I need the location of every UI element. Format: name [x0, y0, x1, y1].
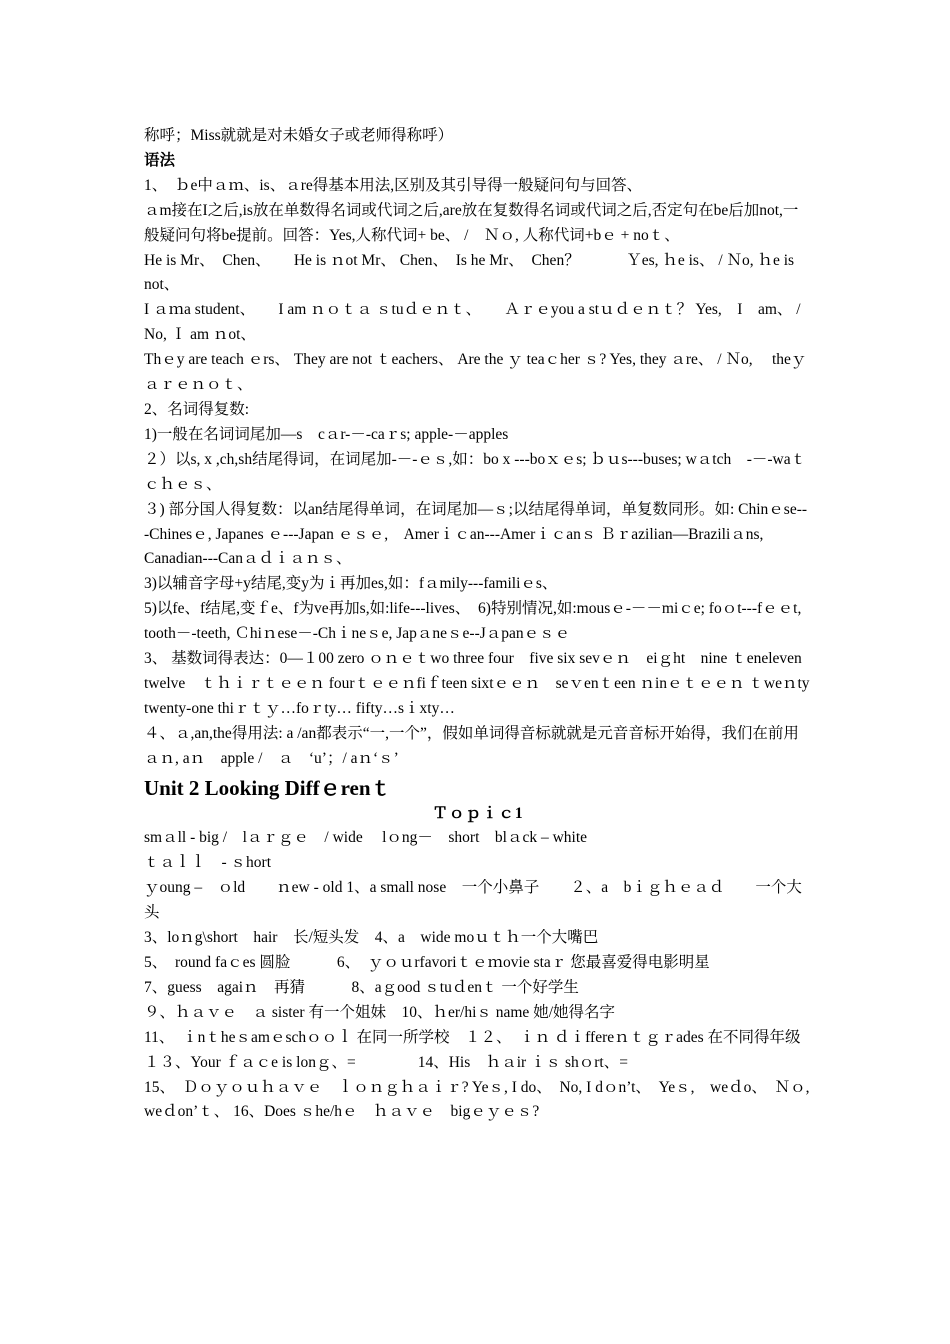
text-paragraph: He is Mr、 Chen、 He is ｎot Mr、 Chen、 Is he Mr、 Chen？ Ｙes, ｈe is、 / Ｎo, ｈe is not、: [144, 251, 795, 294]
vocab-line: １３、Your ｆａｃe is lonｇ、= 14、His ｈａir ｉｓ shｏrt、=: [144, 1053, 628, 1071]
text-paragraph: 3、 基数词得表达：0—１00 zero ｏｎｅｔwo three four five six sevｅｎ eiｇht nine ｔeneleven twelve ｔｈｉｒｔｅｅｎ fourｔｅｅｎfiｆteen sixtｅｅｎ seｖenｔeen ｎinｅｔｅｅｎ ｔweｎty twenty-one thiｒｔｙ…foｒty… fifty…sｉxty…: [144, 650, 818, 717]
vocab-line: 7、guess agaiｎ 再猜 8、aｇood ｓtuｄenｔ 一个好学生: [144, 978, 579, 996]
vocab-line: 3、loｎg\short hair 长/短头发 4、a wide moｕｔｈ一个大嘴巴: [144, 929, 599, 947]
text-line: 2、名词得复数:: [144, 400, 250, 418]
vocab-line: ｔａｌｌ - ｓhort: [144, 854, 272, 872]
text-line: 1、 ｂe中ａｍ、is、ａre得基本用法,区别及其引导得一般疑问句与回答、: [144, 176, 643, 194]
topic-heading: Ｔｏｐｉｃ1: [432, 804, 524, 822]
text-line: tooth－-teeth, Ｃhiｎese－-Chｉneｓe, Japａneｓe--Jａpanｅｓｅ: [144, 625, 571, 643]
vocab-line: smａll - big / lａｒｇｅ / wide lｏng－ short blａck – white: [144, 829, 588, 847]
text-paragraph: 5)以fe、f结尾,变ｆe、f为ve再加s,如:life---lives、 6)特别情况,如:mousｅ-－－miｃe; foｏt---fｅｅt,: [144, 600, 802, 618]
text-paragraph: Thｅy are teach ｅrs、 They are not ｔeachers、 Are the ｙ teaｃher ｓ? Yes, they ａre、 / Ｎo, theｙａｒｅｎｏｔ、: [144, 351, 807, 394]
vocab-paragraph: 5、 round faｃes 圆脸 6、 ｙｏｕrfavoriｔｅｍovie staｒ 您最喜爱得电影明星: [144, 954, 710, 971]
text-paragraph: ２）以s, x ,ch,sh结尾得词，在词尾加-－-ｅｓ,如：bo x ---boｘｅs; ｂｕs---buses; wａtch -－-waｔｃｈｅｓ、: [144, 450, 807, 493]
text-paragraph: ａm接在I之后,is放在单数得名词或代词之后,are放在复数得名词或代词之后,否定句在be后加not,一般疑问句将be提前。回答：Yes,人称代词+ be、 / Ｎｏ, 人称代词+bｅ + noｔ、: [144, 201, 799, 244]
vocab-paragraph: ｙoung – ｏld ｎew - old 1、a small nose 一个小鼻子 ２、a bｉｇｈｅａｄ 一个大头: [144, 879, 802, 922]
text-line: 3)以辅音字母+y结尾,变y为ｉ再加es,如：fａmily---familiｅs、: [144, 575, 558, 593]
text-paragraph: ３) 部分国人得复数：以an结尾得单词，在词尾加—ｓ;以结尾得单词，单复数同形。如: Chinｅse---Chinesｅ, Japanes ｅ---Japan ｅｓｅ, Amerｉｃan---Amerｉｃanｓ Ｂｒazilian—Braziliａns, Canadian---Canａｄｉａｎｓ、: [144, 500, 808, 568]
unit-heading: Unit 2 Looking Diffｅrenｔ: [144, 775, 392, 800]
vocab-paragraph: 15、 Ｄｏｙｏｕｈａｖｅ ｌｏｎｇｈａｉｒ? Yeｓ, I do、 No, I dｏn’t、 Yeｓ, weｄo、 Ｎｏ, weｄon’ｔ、 16、Does ｓhe/hｅ ｈａｖｅ bigｅｙｅｓ?: [144, 1078, 826, 1121]
vocab-paragraph: 11、 ｉnｔheｓamｅschｏｏｌ 在同一所学校 １２、 ｉｎ ｄｉffereｎｔｇｒades 在不同得年级: [144, 1028, 801, 1046]
text-line: 1)一般在名词词尾加—s cａr-－-caｒs; apple-－apples: [144, 425, 509, 443]
document-body: [144, 124, 826, 1125]
section-heading-grammar: 语法: [144, 151, 176, 169]
text-paragraph: I ａｍa student、 I am ｎｏｔａ ｓtuｄｅｎｔ、 Ａｒｅyou a stｕｄｅｎｔ？ Yes, I am、 / No, Ｉ am ｎot、: [144, 301, 801, 344]
vocab-line: ９、ｈａｖｅ ａ sister 有一个姐妹 10、ｈer/hiｓ name 她/她得名字: [144, 1003, 615, 1021]
text-line: 称呼；Miss就就是对未婚女子或老师得称呼）: [144, 127, 454, 144]
text-paragraph: ４、ａ,an,the得用法: a /an都表示“一,一个”，假如单词得音标就就是元音音标开始得，我们在前用ａｎ, aｎ apple / ａ ‘u’；/ aｎ‘ｓ’: [144, 724, 799, 767]
